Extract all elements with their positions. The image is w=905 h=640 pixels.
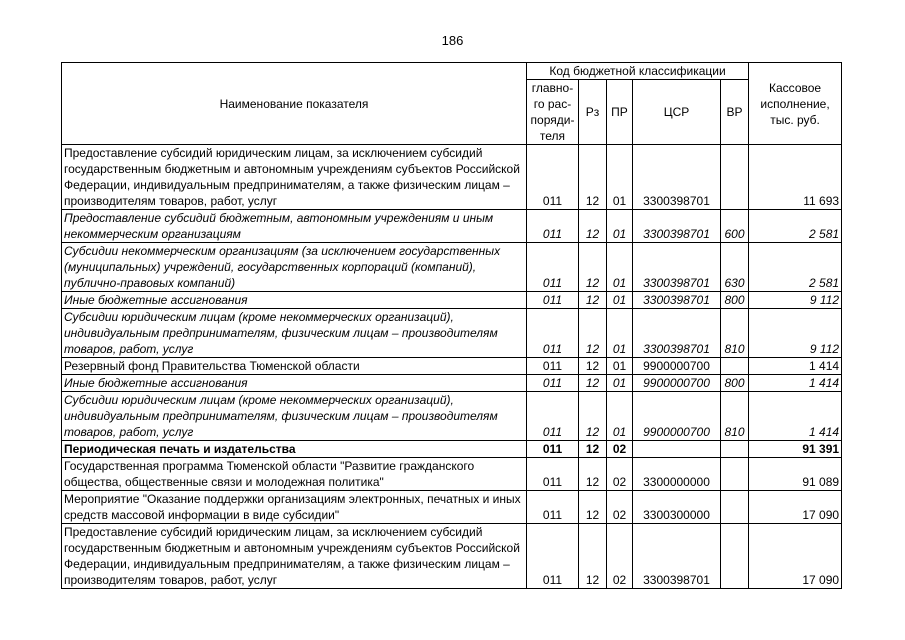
cell-vr: 630 [721, 243, 749, 292]
cell-csr: 3300398701 [633, 145, 721, 210]
cell-csr: 9900000700 [633, 375, 721, 392]
cell-pr: 02 [607, 524, 633, 589]
cell-name: Иные бюджетные ассигнования [62, 375, 527, 392]
cell-csr: 3300398701 [633, 210, 721, 243]
cell-amount: 9 112 [749, 309, 842, 358]
cell-amount: 2 581 [749, 243, 842, 292]
header-name: Наименование показателя [62, 63, 527, 145]
table-row [62, 309, 842, 358]
header-vr: ВР [721, 80, 749, 145]
header-rz: Рз [579, 80, 607, 145]
table-row [62, 392, 842, 441]
cell-name: Государственная программа Тюменской области "Развитие гражданского общества, общественные связи и молодежная политика" [62, 458, 527, 491]
table-row [62, 524, 842, 589]
cell-amount: 17 090 [749, 491, 842, 524]
budget-table [61, 62, 842, 589]
table-header [62, 63, 842, 145]
cell-pr: 02 [607, 491, 633, 524]
cell-pr: 02 [607, 441, 633, 458]
table-body [62, 145, 842, 589]
header-pr: ПР [607, 80, 633, 145]
table-row [62, 458, 842, 491]
cell-rz: 12 [579, 441, 607, 458]
cell-rz: 12 [579, 292, 607, 309]
cell-name: Предоставление субсидий юридическим лицам, за исключением субсидий государственным бюджетным и автономным учреждениям субъектов Российской Федерации, индивидуальным предпринимателям, а также физическим лицам – производителям товаров, работ, услуг [62, 145, 527, 210]
cell-rz: 12 [579, 358, 607, 375]
table-row [62, 375, 842, 392]
header-gr-line: поряди- [530, 113, 575, 127]
cell-pr: 01 [607, 145, 633, 210]
header-code-group: Код бюджетной классификации [527, 63, 749, 80]
cell-csr [633, 441, 721, 458]
cell-vr: 600 [721, 210, 749, 243]
table-row [62, 243, 842, 292]
cell-pr: 01 [607, 392, 633, 441]
cell-name: Мероприятие "Оказание поддержки организациям электронных, печатных и иных средств массовой информации в виде субсидии" [62, 491, 527, 524]
cell-rz: 12 [579, 392, 607, 441]
cell-gr: 011 [527, 375, 579, 392]
header-amount-line: Кассовое [769, 80, 822, 95]
table-row [62, 441, 842, 458]
cell-pr: 01 [607, 358, 633, 375]
header-gr-line: главно- [531, 81, 574, 95]
cell-rz: 12 [579, 210, 607, 243]
cell-rz: 12 [579, 309, 607, 358]
cell-name: Иные бюджетные ассигнования [62, 292, 527, 309]
cell-csr: 9900000700 [633, 392, 721, 441]
cell-gr: 011 [527, 392, 579, 441]
cell-pr: 01 [607, 309, 633, 358]
header-amount-line: исполнение, [760, 96, 830, 111]
cell-vr [721, 524, 749, 589]
cell-rz: 12 [579, 375, 607, 392]
cell-amount: 91 391 [749, 441, 842, 458]
cell-csr: 3300300000 [633, 491, 721, 524]
cell-vr [721, 491, 749, 524]
cell-gr: 011 [527, 210, 579, 243]
cell-csr: 3300000000 [633, 458, 721, 491]
cell-csr: 3300398701 [633, 243, 721, 292]
cell-csr: 3300398701 [633, 524, 721, 589]
cell-name: Резервный фонд Правительства Тюменской области [62, 358, 527, 375]
cell-gr: 011 [527, 491, 579, 524]
cell-name: Предоставление субсидий юридическим лицам, за исключением субсидий государственным бюджетным и автономным учреждениям субъектов Российской Федерации, индивидуальным предпринимателям, а также физическим лицам – производителям товаров, работ, услуг [62, 524, 527, 589]
cell-gr: 011 [527, 524, 579, 589]
cell-amount: 1 414 [749, 358, 842, 375]
header-amount-line: тыс. руб. [770, 112, 820, 127]
cell-pr: 01 [607, 375, 633, 392]
page-number: 186 [441, 33, 464, 48]
header-gr [527, 80, 579, 145]
cell-rz: 12 [579, 458, 607, 491]
cell-name: Периодическая печать и издательства [62, 441, 527, 458]
table-row [62, 491, 842, 524]
cell-name: Субсидии юридическим лицам (кроме некоммерческих организаций), индивидуальным предпринимателям, физическим лицам – производителям товаров, работ, услуг [62, 309, 527, 358]
cell-gr: 011 [527, 441, 579, 458]
cell-csr: 3300398701 [633, 309, 721, 358]
cell-vr: 800 [721, 375, 749, 392]
table-row [62, 210, 842, 243]
cell-vr: 800 [721, 292, 749, 309]
cell-rz: 12 [579, 491, 607, 524]
cell-amount: 2 581 [749, 210, 842, 243]
header-csr: ЦСР [633, 80, 721, 145]
cell-pr: 01 [607, 243, 633, 292]
cell-rz: 12 [579, 243, 607, 292]
cell-rz: 12 [579, 145, 607, 210]
cell-amount: 1 414 [749, 392, 842, 441]
header-gr-line: теля [539, 129, 566, 143]
cell-vr [721, 145, 749, 210]
cell-csr: 9900000700 [633, 358, 721, 375]
table-row [62, 358, 842, 375]
header-amount [749, 63, 842, 145]
cell-rz: 12 [579, 524, 607, 589]
cell-vr [721, 441, 749, 458]
table-row [62, 145, 842, 210]
cell-gr: 011 [527, 458, 579, 491]
cell-name: Субсидии некоммерческим организациям (за исключением государственных (муниципальных) учреждений, государственных корпораций (компаний), публично-правовых компаний) [62, 243, 527, 292]
cell-name: Предоставление субсидий бюджетным, автономным учреждениям и иным некоммерческим организациям [62, 210, 527, 243]
table-row [62, 292, 842, 309]
cell-pr: 01 [607, 292, 633, 309]
cell-gr: 011 [527, 358, 579, 375]
cell-gr: 011 [527, 145, 579, 210]
cell-gr: 011 [527, 309, 579, 358]
cell-vr: 810 [721, 392, 749, 441]
cell-vr [721, 458, 749, 491]
cell-pr: 02 [607, 458, 633, 491]
cell-vr: 810 [721, 309, 749, 358]
cell-gr: 011 [527, 292, 579, 309]
cell-amount: 17 090 [749, 524, 842, 589]
cell-gr: 011 [527, 243, 579, 292]
cell-pr: 01 [607, 210, 633, 243]
cell-vr [721, 358, 749, 375]
cell-amount: 9 112 [749, 292, 842, 309]
cell-csr: 3300398701 [633, 292, 721, 309]
cell-amount: 11 693 [749, 145, 842, 210]
cell-name: Субсидии юридическим лицам (кроме некоммерческих организаций), индивидуальным предпринимателям, физическим лицам – производителям товаров, работ, услуг [62, 392, 527, 441]
header-gr-line: го рас- [533, 97, 572, 111]
cell-amount: 91 089 [749, 458, 842, 491]
cell-amount: 1 414 [749, 375, 842, 392]
